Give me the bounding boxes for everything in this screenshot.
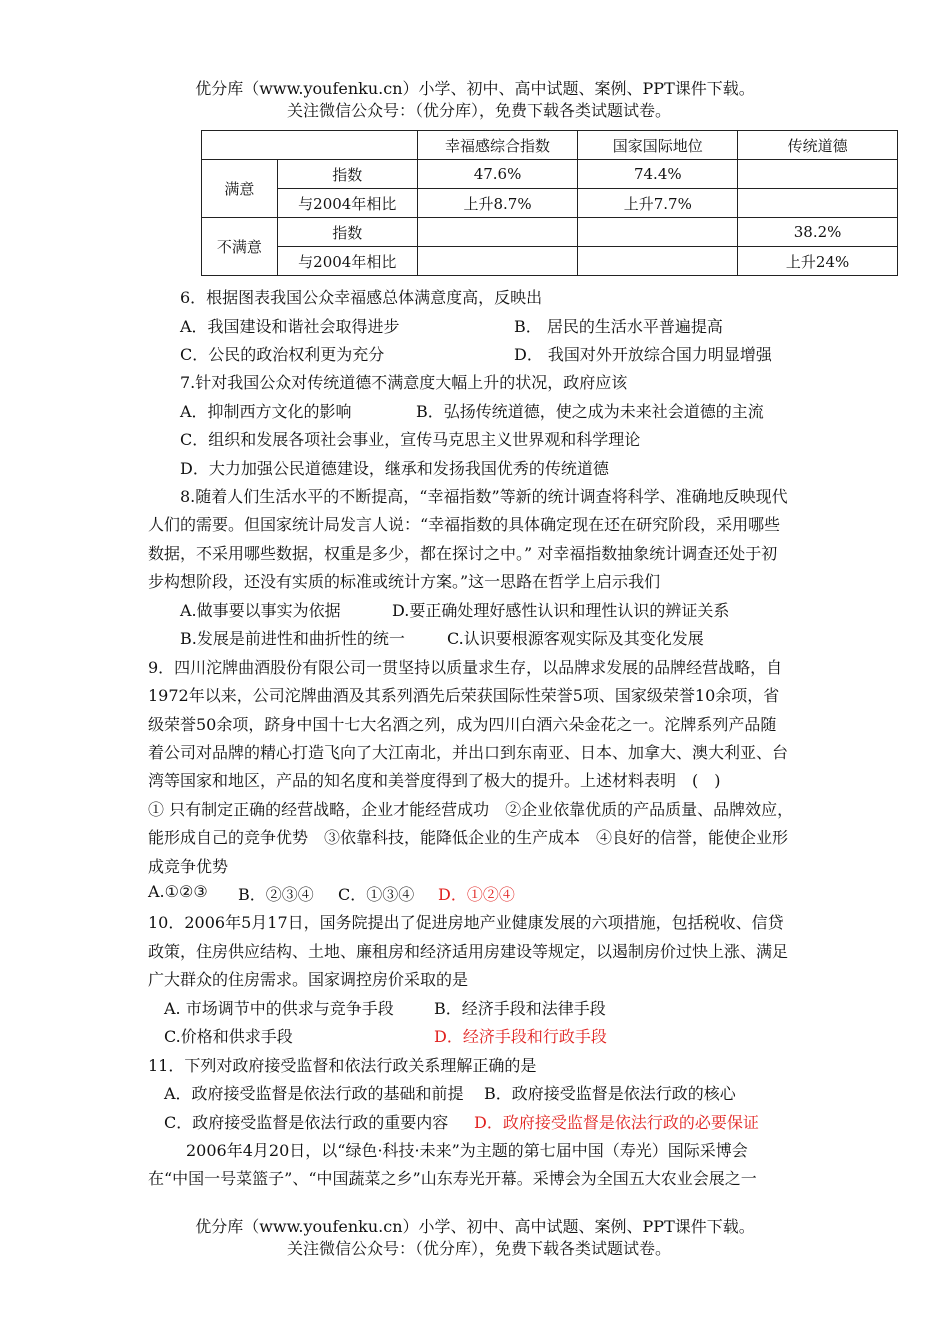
passage-line: 在“中国一号菜篮子”、“中国蔬菜之乡”山东寿光开幕。采博会为全国五大农业会展之一 <box>148 1169 757 1188</box>
group-label: 满意 <box>202 160 278 218</box>
header-line-2: 关注微信公众号：（优分库），免费下载各类试题试卷。 <box>286 101 671 120</box>
table-cell <box>578 218 738 247</box>
q8-line: 8.随着人们生活水平的不断提高，“幸福指数”等新的统计调查将科学、准确地反映现代 <box>180 487 788 506</box>
q9-option-a: A.①②③ <box>148 882 208 901</box>
q11-option-b: B．政府接受监督是依法行政的核心 <box>484 1084 736 1103</box>
q9-line: ① 只有制定正确的经营战略，企业才能经营成功 ②企业依靠优质的产品质量、品牌效应， <box>148 800 794 819</box>
page-header <box>0 78 950 122</box>
q8-line: 人们的需要。但国家统计局发言人说：“幸福指数的具体确定现在还在研究阶段，采用哪些 <box>148 515 781 534</box>
q8-option-a: A.做事要以事实为依据 <box>180 601 341 620</box>
table-row <box>202 247 898 276</box>
row-label: 与2004年相比 <box>277 189 417 218</box>
q9-option-d-answer: D．①②④ <box>438 885 515 904</box>
table-cell <box>738 189 898 218</box>
table-cell: 上升24% <box>738 247 898 276</box>
col-header: 传统道德 <box>738 131 898 160</box>
q9-line: 级荣誉50余项，跻身中国十七大名酒之列，成为四川白酒六朵金花之一。沱牌系列产品随 <box>148 715 777 734</box>
q6-option-a: A．我国建设和谐社会取得进步 <box>180 317 400 336</box>
q10-option-d-answer: D．经济手段和行政手段 <box>434 1027 607 1046</box>
table-row <box>202 189 898 218</box>
q9-line: 能形成自己的竞争优势 ③依靠科技，能降低企业的生产成本 ④良好的信誉，能使企业形 <box>148 828 789 847</box>
row-label: 指数 <box>277 218 417 247</box>
q11-option-d-answer: D．政府接受监督是依法行政的必要保证 <box>474 1113 759 1132</box>
q7-option-c: C．组织和发展各项社会事业，宣传马克思主义世界观和科学理论 <box>180 430 641 449</box>
q7-stem: 7.针对我国公众对传统道德不满意度大幅上升的状况，政府应该 <box>180 373 628 392</box>
row-label: 与2004年相比 <box>277 247 417 276</box>
q10-option-a: A. 市场调节中的供求与竞争手段 <box>164 999 394 1018</box>
q6-stem: 6．根据图表我国公众幸福感总体满意度高，反映出 <box>180 288 543 307</box>
table-cell: 上升7.7% <box>578 189 738 218</box>
q6-option-d: D． 我国对外开放综合国力明显增强 <box>514 345 772 364</box>
table-corner-cell <box>202 131 418 160</box>
q6-option-c: C．公民的政治权利更为充分 <box>180 345 385 364</box>
table-cell: 38.2% <box>738 218 898 247</box>
table-cell <box>738 160 898 189</box>
q10-line: 政策，住房供应结构、土地、廉租房和经济适用房建设等规定，以遏制房价过快上涨、满足 <box>148 942 789 961</box>
q8-option-b: B.发展是前进性和曲折性的统一 <box>180 629 405 648</box>
table-cell: 74.4% <box>578 160 738 189</box>
q9-option-b: B．②③④ <box>238 885 314 904</box>
footer-line-1: 优分库（www.youfenku.cn）小学、初中、高中试题、案例、PPT课件下载。 <box>195 1217 755 1236</box>
table-row <box>202 218 898 247</box>
table-cell <box>578 247 738 276</box>
footer-line-2: 关注微信公众号：（优分库），免费下载各类试题试卷。 <box>286 1239 671 1258</box>
q9-line: 成竞争优势 <box>148 857 229 876</box>
table-cell <box>417 247 578 276</box>
q10-line: 10．2006年5月17日，国务院提出了促进房地产业健康发展的六项措施，包括税收、信贷 <box>148 913 784 932</box>
col-header: 幸福感综合指数 <box>417 131 578 160</box>
q9-line: 9．四川沱牌曲酒股份有限公司一贯坚持以质量求生存，以品牌求发展的品牌经营战略，自 <box>148 658 783 677</box>
table-cell: 47.6% <box>417 160 578 189</box>
q10-option-b: B．经济手段和法律手段 <box>434 999 606 1018</box>
table-cell <box>417 218 578 247</box>
q6-option-b: B． 居民的生活水平普遍提高 <box>514 317 723 336</box>
page-footer <box>0 1216 950 1260</box>
q9-option-c: C．①③④ <box>338 885 415 904</box>
group-label: 不满意 <box>202 218 278 276</box>
q10-line: 广大群众的住房需求。国家调控房价采取的是 <box>148 970 469 989</box>
q7-option-a: A．抑制西方文化的影响 <box>180 402 352 421</box>
q8-option-c: C.认识要根源客观实际及其变化发展 <box>447 629 704 648</box>
q7-option-d: D．大力加强公民道德建设，继承和发扬我国优秀的传统道德 <box>180 459 609 478</box>
q10-option-c: C.价格和供求手段 <box>164 1027 293 1046</box>
q7-option-b: B．弘扬传统道德，使之成为未来社会道德的主流 <box>416 402 764 421</box>
table-header-row <box>202 131 898 160</box>
row-label: 指数 <box>277 160 417 189</box>
q11-option-a: A．政府接受监督是依法行政的基础和前提 <box>164 1084 464 1103</box>
q11-stem: 11．下列对政府接受监督和依法行政关系理解正确的是 <box>148 1056 537 1075</box>
header-line-1: 优分库（www.youfenku.cn）小学、初中、高中试题、案例、PPT课件下载。 <box>195 79 755 98</box>
q8-line: 步构想阶段，还没有实质的标准或统计方案。”这一思路在哲学上启示我们 <box>148 572 661 591</box>
passage-line: 2006年4月20日，以“绿色·科技·未来”为主题的第七届中国（寿光）国际采博会 <box>186 1141 748 1160</box>
table-row <box>202 160 898 189</box>
satisfaction-table <box>201 130 898 276</box>
q9-line: 着公司对品牌的精心打造飞向了大江南北，并出口到东南亚、日本、加拿大、澳大利亚、台 <box>148 743 789 762</box>
table-cell: 上升8.7% <box>417 189 578 218</box>
q8-line: 数据，不采用哪些数据，权重是多少，都在探讨之中。” 对幸福指数抽象统计调查还处于初 <box>148 544 778 563</box>
q9-line: 1972年以来，公司沱牌曲酒及其系列酒先后荣获国际性荣誉5项、国家级荣誉10余项，省 <box>148 686 780 705</box>
q11-option-c: C．政府接受监督是依法行政的重要内容 <box>164 1113 449 1132</box>
q9-line: 湾等国家和地区，产品的知名度和美誉度得到了极大的提升。上述材料表明 ( ) <box>148 771 721 790</box>
col-header: 国家国际地位 <box>578 131 738 160</box>
q8-option-d: D.要正确处理好感性认识和理性认识的辨证关系 <box>392 601 730 620</box>
